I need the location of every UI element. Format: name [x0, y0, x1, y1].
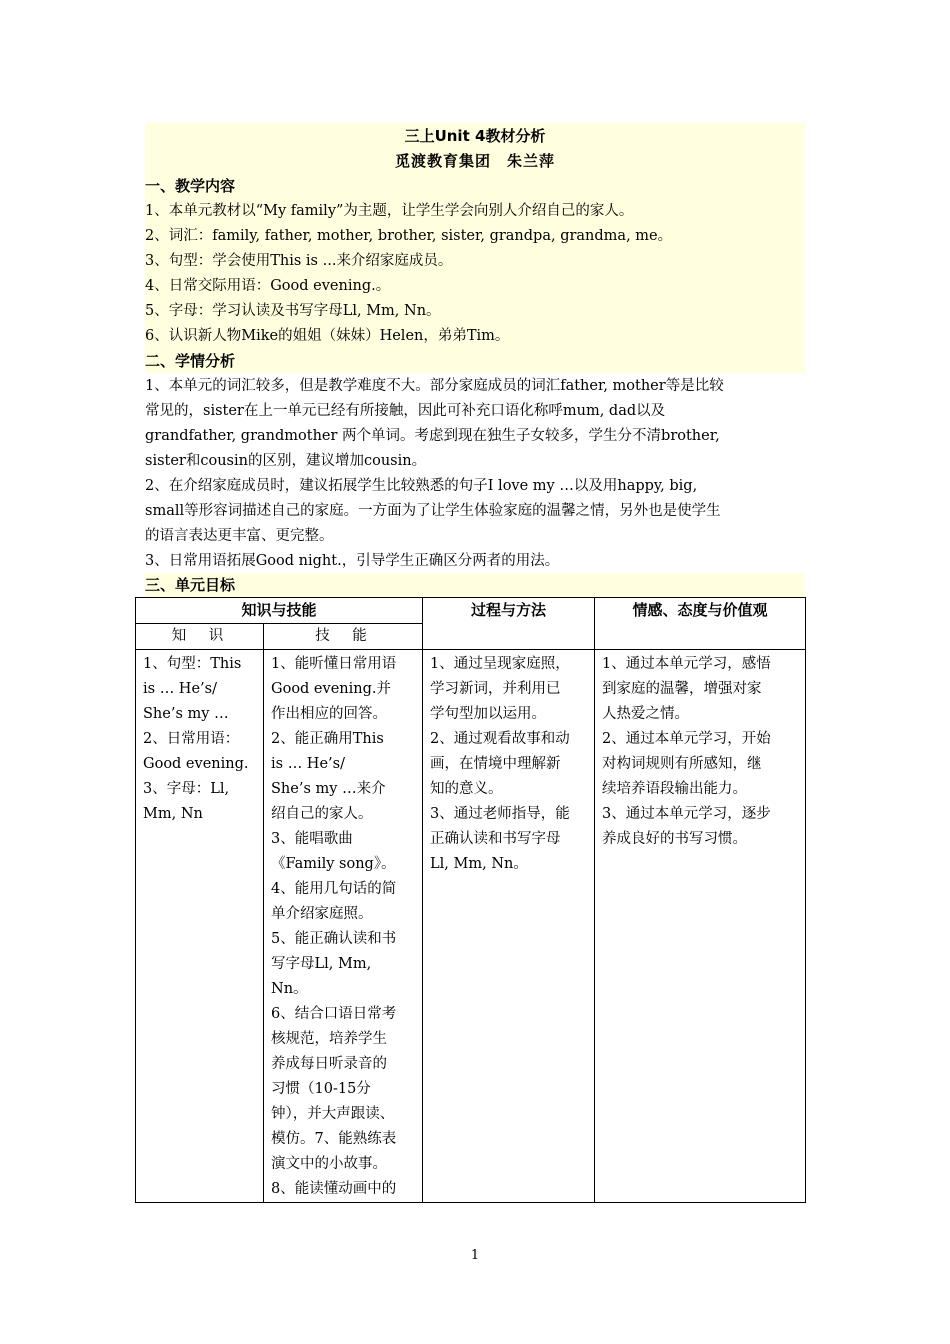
process-line: 学句型加以运用。: [430, 706, 547, 722]
document-author: 觅渡教育集团 朱兰萍: [394, 152, 555, 170]
skills-line: 模仿。7、能熟练表: [271, 1131, 397, 1147]
skills-line: is … He’s/: [271, 756, 345, 772]
skills-line: Good evening.并: [271, 681, 391, 697]
emotion-cell: [595, 650, 806, 1203]
page-number: 1: [470, 1248, 480, 1263]
emotion-line: 养成良好的书写习惯。: [602, 831, 748, 847]
section1-line: 6、认识新人物Mike的姐姐（妹妹）Helen，弟弟Tim。: [145, 328, 510, 344]
process-cell: [423, 650, 595, 1203]
section2-line: 1、本单元的词汇较多，但是教学难度不大。部分家庭成员的词汇father, mother等是比较: [145, 378, 724, 394]
skills-line: 4、能用几句话的简: [271, 881, 397, 897]
knowledge-line: 3、字母：Ll,: [143, 781, 230, 797]
knowledge-line: Good evening.: [143, 756, 249, 772]
skills-line: She’s my …来介: [271, 781, 386, 797]
process-line: Ll, Mm, Nn。: [430, 856, 528, 872]
process-line: 画，在情境中理解新: [430, 756, 561, 772]
section2-line: 常见的，sister在上一单元已经有所接触，因此可补充口语化称呼mum, dad以及: [145, 403, 666, 419]
process-line: 正确认读和书写字母: [430, 831, 561, 847]
skills-line: 3、能唱歌曲: [271, 831, 353, 847]
emotion-line: 续培养语段输出能力。: [602, 781, 748, 797]
subheader-knowledge: 知 识: [136, 624, 264, 650]
section3-heading: 三、单元目标: [145, 576, 236, 594]
skills-cell: [264, 650, 423, 1203]
skills-line: 1、能听懂日常用语: [271, 656, 397, 672]
section1-line: 3、句型：学会使用This is ...来介绍家庭成员。: [145, 253, 453, 269]
skills-line: 养成每日听录音的: [271, 1056, 387, 1072]
process-line: 2、通过观看故事和动: [430, 731, 570, 747]
subheader-skills: 技 能: [264, 624, 423, 650]
skills-line: 演文中的小故事。: [271, 1156, 387, 1172]
skills-line: 写字母Ll, Mm,: [271, 956, 372, 972]
highlight-band-goals: [145, 573, 805, 597]
header-emotion-values: 情感、态度与价值观: [595, 598, 806, 650]
section2-line: 的语言表达更丰富、更完整。: [145, 528, 334, 544]
emotion-line: 对构词规则有所感知，继: [602, 756, 762, 772]
skills-line: Nn。: [271, 981, 308, 997]
skills-line: 钟），并大声跟读、: [271, 1106, 395, 1122]
emotion-line: 到家庭的温馨，增强对家: [602, 681, 762, 697]
process-line: 知的意义。: [430, 781, 503, 797]
knowledge-line: 1、句型：This: [143, 656, 242, 672]
knowledge-line: She’s my …: [143, 706, 229, 722]
process-line: 1、通过呈现家庭照，: [430, 656, 570, 672]
knowledge-cell: [136, 650, 264, 1203]
header-process-method: 过程与方法: [423, 598, 595, 650]
process-line: 学习新词，并利用已: [430, 681, 561, 697]
section1-heading: 一、教学内容: [145, 177, 236, 195]
section1-line: 5、字母：学习认读及书写字母Ll, Mm, Nn。: [145, 303, 441, 319]
section2-line: 2、在介绍家庭成员时，建议拓展学生比较熟悉的句子I love my …以及用happy, big,: [145, 478, 698, 494]
knowledge-line: Mm, Nn: [143, 806, 203, 822]
skills-line: 习惯（10-15分: [271, 1081, 371, 1097]
emotion-line: 3、通过本单元学习，逐步: [602, 806, 771, 822]
process-line: 3、通过老师指导，能: [430, 806, 570, 822]
skills-line: 核规范，培养学生: [271, 1031, 387, 1047]
skills-line: 绍自己的家人。: [271, 806, 373, 822]
skills-line: 作出相应的回答。: [271, 706, 387, 722]
emotion-line: 1、通过本单元学习，感悟: [602, 656, 771, 672]
header-knowledge-skills: 知识与技能: [136, 598, 423, 624]
section1-line: 2、词汇：family, father, mother, brother, sister, grandpa, grandma, me。: [145, 228, 673, 244]
skills-line: 单介绍家庭照。: [271, 906, 373, 922]
knowledge-line: 2、日常用语：: [143, 731, 240, 747]
skills-line: 2、能正确用This: [271, 731, 384, 747]
emotion-line: 人热爱之情。: [602, 706, 690, 722]
section2-line: grandfather, grandmother 两个单词。考虑到现在独生子女较多，学生分不清brother,: [145, 428, 720, 444]
section2-heading: 二、学情分析: [145, 352, 236, 370]
section2-line: small等形容词描述自己的家庭。一方面为了让学生体验家庭的温馨之情，另外也是使学生: [145, 503, 721, 519]
skills-line: 《Family song》。: [271, 856, 396, 872]
skills-line: 6、结合口语日常考: [271, 1006, 397, 1022]
skills-line: 8、能读懂动画中的: [271, 1181, 397, 1197]
section1-line: 1、本单元教材以“My family”为主题，让学生学会向别人介绍自己的家人。: [145, 203, 634, 219]
section2-line: sister和cousin的区别，建议增加cousin。: [145, 453, 427, 469]
unit-goals-table: [135, 597, 806, 1203]
knowledge-line: is … He’s/: [143, 681, 217, 697]
section2-line: 3、日常用语拓展Good night.，引导学生正确区分两者的用法。: [145, 553, 560, 569]
emotion-line: 2、通过本单元学习，开始: [602, 731, 771, 747]
section1-line: 4、日常交际用语：Good evening.。: [145, 278, 391, 294]
document-title: 三上Unit 4教材分析: [404, 127, 546, 145]
skills-line: 5、能正确认读和书: [271, 931, 397, 947]
